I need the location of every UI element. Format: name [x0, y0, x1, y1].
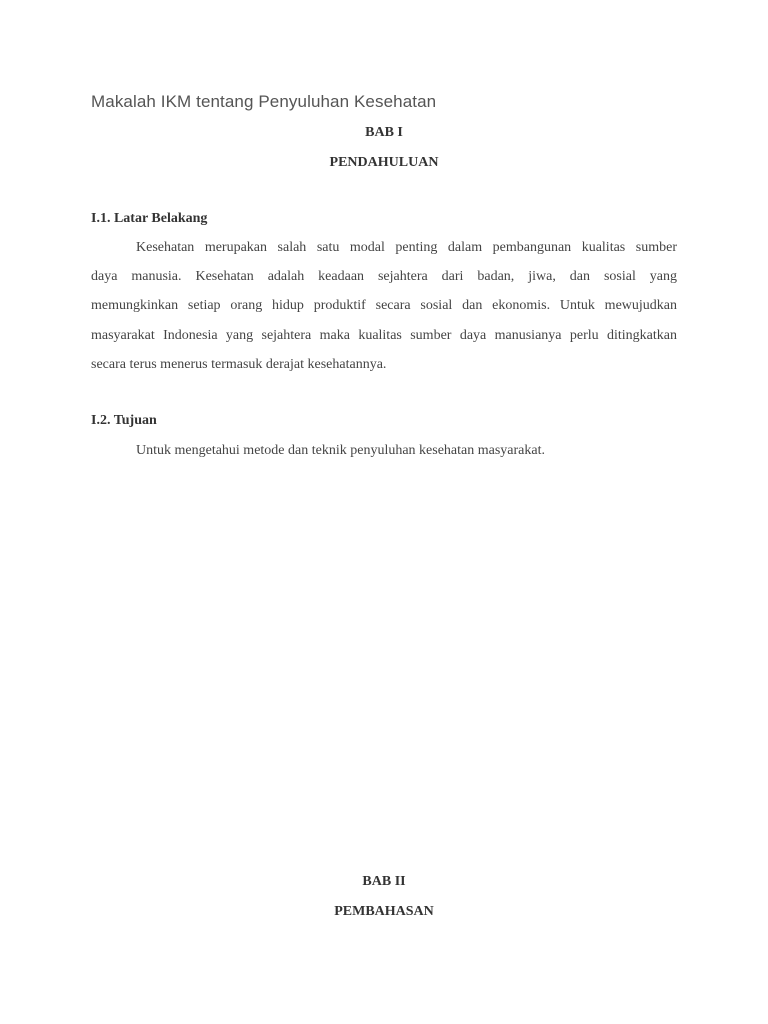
chapter-2-number: BAB II — [362, 874, 406, 889]
section-heading-tujuan: I.2. Tujuan — [91, 413, 157, 428]
paragraph-line: Kesehatan merupakan salah satu modal penting dalam pembangunan kualitas sumber — [136, 240, 677, 255]
paragraph-line: daya manusia. Kesehatan adalah keadaan sejahtera dari badan, jiwa, dan sosial yang — [91, 269, 677, 284]
document-title: Makalah IKM tentang Penyuluhan Kesehatan — [91, 92, 437, 111]
chapter-2-title: PEMBAHASAN — [334, 904, 434, 919]
paragraph-line: memungkinkan setiap orang hidup produktif secara sosial dan ekonomis. Untuk mewujudkan — [91, 298, 677, 313]
chapter-1-number: BAB I — [365, 125, 403, 140]
paragraph-line: Untuk mengetahui metode dan teknik penyuluhan kesehatan masyarakat. — [136, 443, 545, 458]
section-heading-latar-belakang: I.1. Latar Belakang — [91, 211, 208, 226]
paragraph-line: masyarakat Indonesia yang sejahtera maka kualitas sumber daya manusianya perlu ditingkatkan — [91, 328, 677, 343]
paragraph-line: secara terus menerus termasuk derajat kesehatannya. — [91, 357, 387, 372]
chapter-1-title: PENDAHULUAN — [329, 155, 439, 170]
